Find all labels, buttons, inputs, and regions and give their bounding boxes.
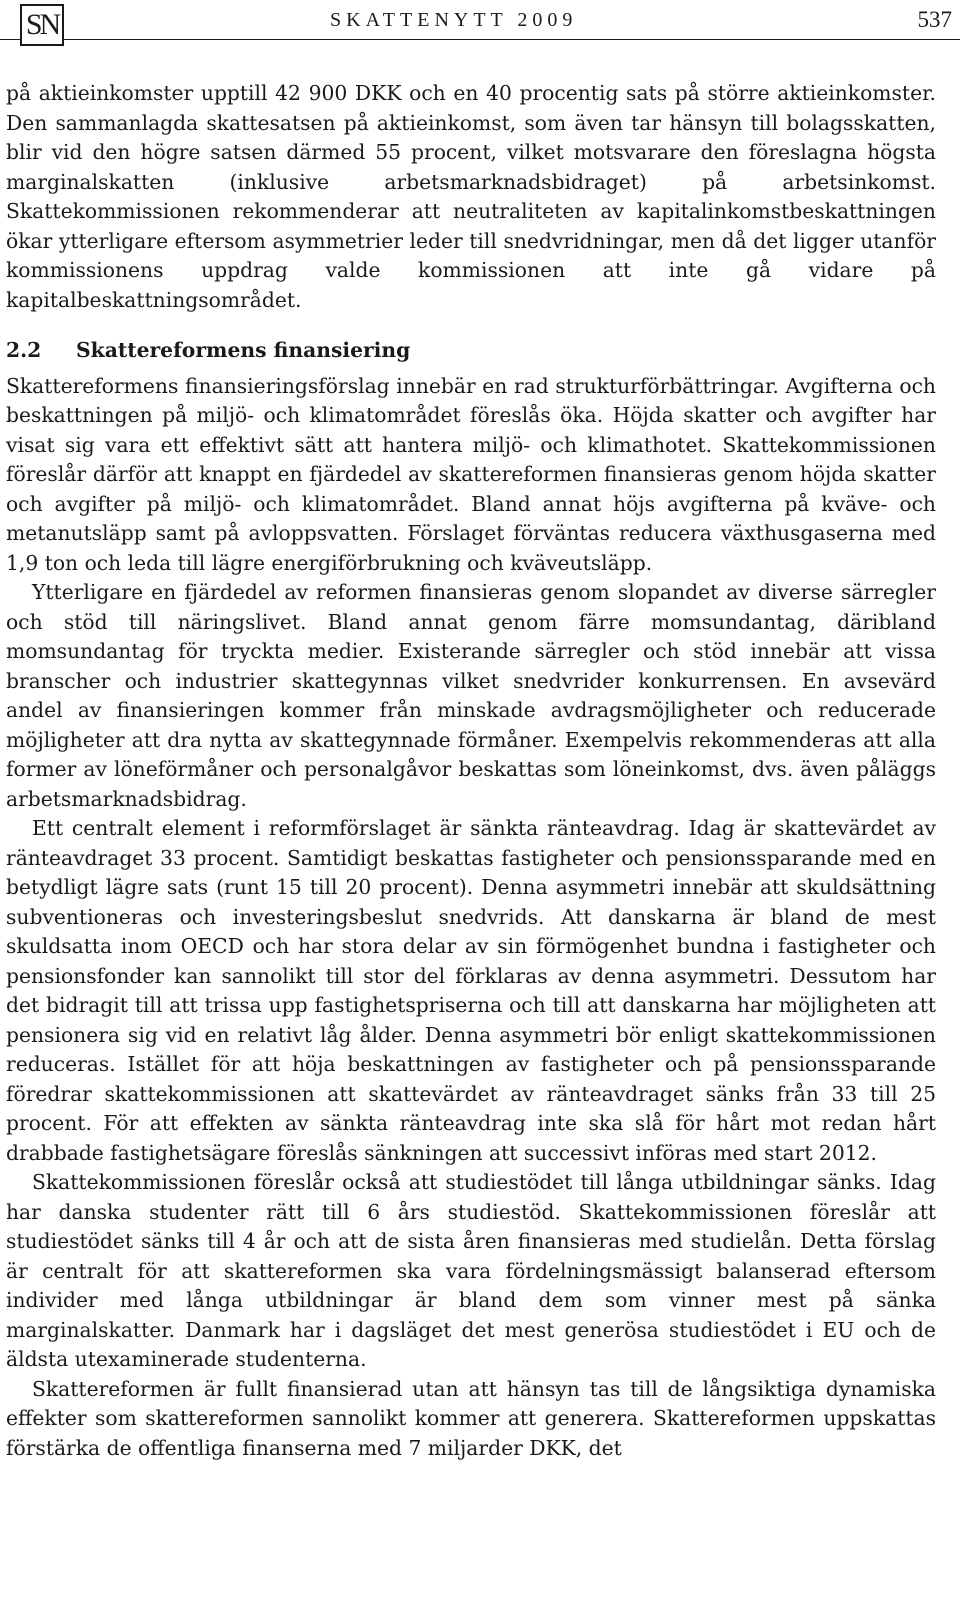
- journal-title: SKATTENYTT 2009: [330, 9, 578, 31]
- header-rule: [64, 39, 960, 40]
- page-number: 537: [917, 7, 952, 32]
- paragraph: Skattekommissionen föreslår också att studiestödet till långa utbildningar sänks. Idag har danska studenter rätt till 6 års studiestöd. Skattekommissionen föreslår att studiestödet sänks till 4 år och att de sista åren finansieras med studielån. Detta förslag är centralt för att skattereformen ska vara fördelningsmässigt balanserad eftersom individer med långa utbildningar är bland dem som vinner mest på sänka marginalskatter. Danmark har i dagsläget det mest generösa studiestödet i EU och de äldsta utexaminerade studenterna.: [6, 1170, 936, 1371]
- header-rule-left: [0, 39, 20, 40]
- page-header: [0, 0, 960, 50]
- paragraph: Ytterligare en fjärdedel av reformen finansieras genom slopandet av diverse särregler och stöd till näringslivet. Bland annat genom färre momsundantag, däribland momsundantag för tryckta medier. Existerande särregler och stöd innebär att vissa branscher och industrier skattegynnas vilket snedvrider konkurrensen. En avsevärd andel av finansieringen kommer från minskade avdragsmöjligheter och reducerade möjligheter att dra nytta av skattegynnade förmåner. Exempelvis rekommenderas att alla former av löneförmåner och personalgåvor beskattas som löneinkomst, dvs. även påläggs arbetsmarknadsbidrag.: [6, 580, 936, 811]
- paragraph: Skattereformens finansieringsförslag innebär en rad strukturförbättringar. Avgifterna och beskattningen på miljö- och klimatområdet föreslås öka. Höjda skatter och avgifter har visat sig vara ett effektivt sätt att hantera miljö- och klimathotet. Skattekommissionen föreslår därför att knappt en fjärdedel av skattereformen finansieras genom höjda skatter och avgifter på miljö- och klimatområdet. Bland annat höjs avgifterna på kväve- och metanutsläpp samt på avloppsvatten. Förslaget förväntas reducera växthusgaserna med 1,9 ton och leda till lägre energiförbrukning och kväveutsläpp.: [6, 373, 936, 575]
- paragraph: på aktieinkomster upptill 42 900 DKK och en 40 procentig sats på större aktieinkomster. Den sammanlagda skattesatsen på aktieinkomst, som även tar hänsyn till bolagsskatten, blir vid den högre satsen därmed 55 procent, vilket motsvarare den föreslagna högsta marginalskatten (inklusive arbetsmarknadsbidraget) på arbetsinkomst. Skattekommissionen rekommenderar att neutraliteten av kapitalinkomstbeskattningen ökar ytterligare eftersom asymmetrier leder till snedvridningar, men då det ligger utanför kommissionens uppdrag valde kommissionen att inte gå vidare på kapitalbeskattningsområdet.: [6, 81, 936, 312]
- section-number: 2.2: [6, 338, 42, 362]
- section-title: Skattereformens finansiering: [76, 338, 411, 362]
- section-heading: [6, 336, 936, 366]
- journal-logo-text: SN: [25, 8, 59, 41]
- journal-logo: [20, 4, 64, 46]
- paragraph: Skattereformen är fullt finansierad utan att hänsyn tas till de långsiktiga dynamiska effekter som skattereformen sannolikt kommer att generera. Skattereformen uppskattas förstärka de offentliga finanserna med 7 miljarder DKK, det: [6, 1376, 936, 1460]
- paragraph: Ett centralt element i reformförslaget är sänkta ränteavdrag. Idag är skattevärdet av ränteavdraget 33 procent. Samtidigt beskattas fastigheter och pensionssparande med en betydligt lägre sats (runt 15 till 20 procent). Denna asymmetri innebär att skuldsättning subventioneras och investeringsbeslut snedvrids. Att danskarna är bland de mest skuldsatta inom OECD och har stora delar av sin förmögenhet bundna i fastigheter och pensionsfonder kan sannolikt till stor del förklaras av denna asymmetri. Dessutom har det bidragit till att trissa upp fastighetspriserna och till att danskarna har möjligheten att pensionera sig vid en relativt låg ålder. Denna asymmetri bör enligt skattekommissionen reduceras. Istället för att höja beskattningen av fastigheter och på pensionssparande föredrar skattekommissionen att skattevärdet av ränteavdraget sänks från 33 till 25 procent. För att effekten av sänkta ränteavdrag inte ska slå för hårt mot redan hårt drabbade fastighetsägare föreslås sänkningen att successivt införas med start 2012.: [6, 816, 936, 1165]
- article-body: [6, 79, 936, 1463]
